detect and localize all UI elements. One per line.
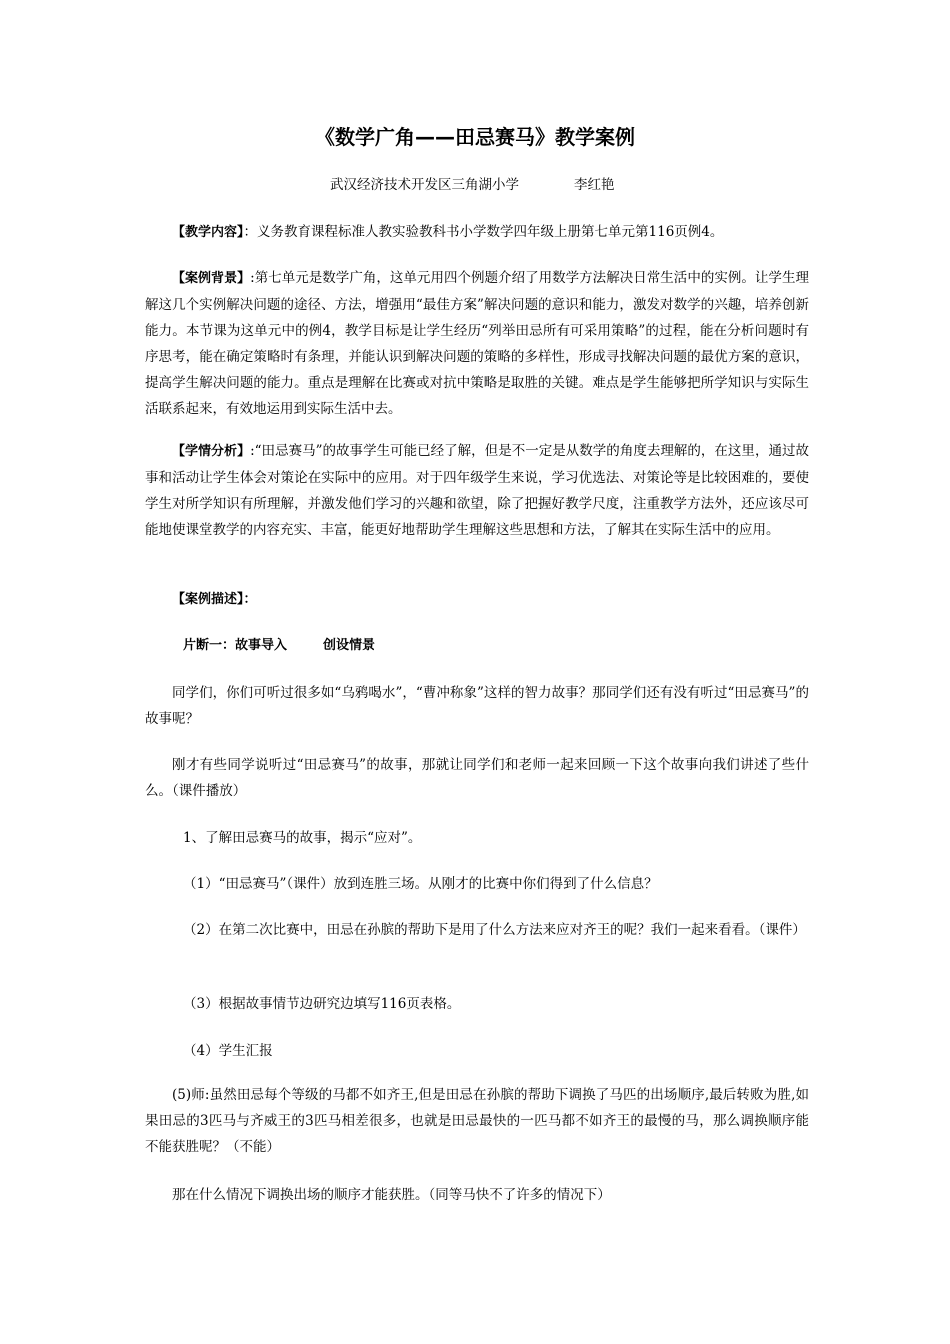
question-2-item: （2）在第二次比赛中，田忌在孙膑的帮助下是用了什么方法来应对齐王的呢？我们一起来看看。（课件）	[183, 922, 806, 938]
document-title: 《数学广角——田忌赛马》教学案例	[315, 125, 635, 149]
step-1-item: 1、了解田忌赛马的故事，揭示“应对”。	[183, 830, 422, 846]
teaching-content-paragraph	[145, 219, 809, 246]
final-question-paragraph: 那在什么情况下调换出场的顺序才能获胜。（同等马快不了许多的情况下）	[172, 1187, 611, 1203]
student-analysis-paragraph	[145, 438, 809, 543]
student-analysis-label: 【学情分析】	[172, 444, 251, 459]
intro-question-paragraph: 同学们，你们可听过很多如“乌鸦喝水”，“曹冲称象”这样的智力故事？那同学们还有没有听过“田忌赛马”的故事呢？	[145, 685, 809, 727]
segment-heading	[183, 636, 375, 656]
author-line	[330, 175, 615, 195]
question-5-paragraph: (5)师:虽然田忌每个等级的马都不如齐王,但是田忌在孙膑的帮助下调换了马匹的出场顺序,最后转败为胜,如果田忌的3匹马与齐威王的3匹马相差很多，也就是田忌最快的一匹马都不如齐王的最慢的马，那么调换顺序能不能获胜呢？（不能）	[145, 1087, 809, 1155]
author-name: 李红艳	[574, 177, 615, 193]
teaching-content-text: ：义务教育课程标准人教实验教科书小学数学四年级上册第七单元第116页例4。	[243, 224, 724, 240]
story-review-paragraph: 刚才有些同学说听过“田忌赛马”的故事，那就让同学们和老师一起来回顾一下这个故事向我们讲述了些什么。（课件播放）	[145, 757, 809, 799]
case-background-text: :第七单元是数学广角，这单元用四个例题介绍了用数学方法解决日常生活中的实例。让学生理解这几个实例解决问题的途径、方法，增强用“最佳方案”解决问题的意识和能力，激发对数学的兴趣，培养创新能力。本节课为这单元中的例4，教学目标是让学生经历“列举田忌所有可采用策略”的过程，能在分析问题时有序思考，能在确定策略时有条理，并能认识到解决问题的策略的多样性，形成寻找解决问题的最优方案的意识，提高学生解决问题的能力。重点是理解在比赛或对抗中策略是取胜的关键。难点是学生能够把所学知识与实际生活联系起来，有效地运用到实际生活中去。	[145, 270, 809, 417]
question-4-item: （4）学生汇报	[183, 1043, 273, 1059]
segment-subtitle: 创设情景	[323, 638, 376, 653]
case-background-label: 【案例背景】	[172, 271, 251, 286]
segment-title: 片断一：故事导入	[183, 638, 288, 653]
student-analysis-text: :“田忌赛马”的故事学生可能已经了解，但是不一定是从数学的角度去理解的，在这里，通过故事和活动让学生体会对策论在实际中的应用。对于四年级学生来说，学习优选法、对策论等是比较困难的，要使学生对所学知识有所理解，并激发他们学习的兴趣和欲望，除了把握好教学尺度，注重教学方法外，还应该尽可能地使课堂教学的内容充实、丰富，能更好地帮助学生理解这些思想和方法，了解其在实际生活中的应用。	[145, 443, 809, 538]
question-1-item: （1）“田忌赛马”（课件）放到连胜三场。从刚才的比赛中你们得到了什么信息？	[183, 876, 658, 892]
author-school: 武汉经济技术开发区三角湖小学	[330, 177, 519, 193]
teaching-content-label: 【教学内容】	[172, 225, 244, 240]
case-background-paragraph	[145, 265, 809, 422]
question-3-item: （3）根据故事情节边研究边填写116页表格。	[183, 996, 461, 1012]
case-description-label: 【案例描述】：	[172, 592, 257, 607]
